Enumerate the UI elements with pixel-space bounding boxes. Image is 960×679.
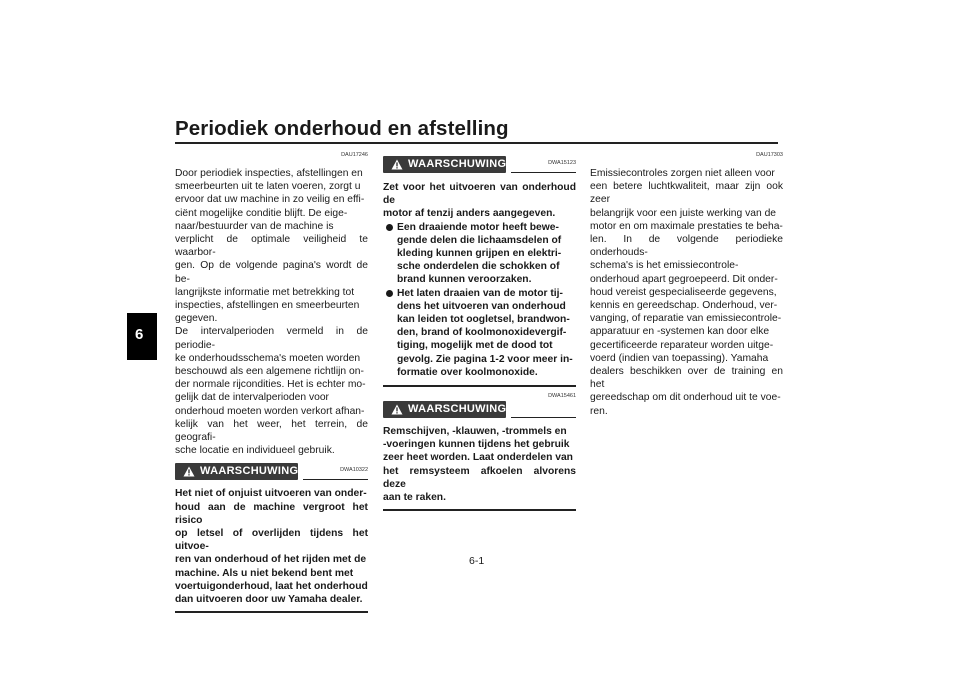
- warning-code: DWA15123: [548, 160, 576, 166]
- bullet-icon: [386, 290, 393, 297]
- warning-header: [383, 156, 576, 174]
- text-line: gelijk dat de intervalperioden voor: [175, 392, 329, 404]
- text-line: verplicht de optimale veiligheid te waarbor-: [175, 234, 368, 259]
- text-line: dens het uitvoeren van onderhoud: [397, 300, 566, 312]
- text-line: dealers beschikken over de training en het: [590, 366, 783, 391]
- text-line: gereedschap om dit onderhoud uit te voe-: [590, 392, 781, 404]
- page-title: Periodiek onderhoud en afstelling: [175, 117, 509, 140]
- text-line: zeer heet worden. Laat onderdelen van: [383, 452, 573, 464]
- text-line: Het laten draaien van de motor tij-: [397, 287, 563, 299]
- warning-rule: [511, 172, 576, 173]
- list-item: [383, 221, 576, 287]
- text-line: aan te raken.: [383, 492, 446, 504]
- warning-end-rule: [383, 385, 576, 387]
- text-line: gecertificeerde reparateur worden uitge-: [590, 339, 774, 351]
- text-line: gegeven.: [175, 313, 218, 325]
- text-line: der normale rijcondities. Het is echter mo-: [175, 379, 366, 391]
- text-line: vanging, of reparatie van emissiecontrole-: [590, 313, 782, 325]
- text-line: ren van onderhoud of het rijden met de: [175, 554, 367, 566]
- text-line: onderhoud moeten worden verkort afhan-: [175, 405, 365, 417]
- list-item: [383, 287, 576, 379]
- warning-label: WAARSCHUWING: [200, 465, 299, 478]
- text-line: belangrijk voor een juiste werking van de: [590, 207, 777, 219]
- emission-paragraph: [590, 167, 783, 418]
- text-line: een betere luchtkwaliteit, maar zijn ook zeer: [590, 181, 783, 206]
- text-line: len. In de volgende periodieke onderhouds-: [590, 234, 783, 259]
- bullet-icon: [386, 224, 393, 231]
- text-line: gevolg. Zie pagina 1-2 voor meer in-: [397, 353, 573, 365]
- text-line: op letsel of overlijden tijdens het uitvoe-: [175, 528, 368, 553]
- section-code: DAU17303: [756, 152, 783, 158]
- text-line: ke onderhoudsschema's moeten worden: [175, 352, 361, 364]
- text-line: het remsysteem afkoelen alvorens deze: [383, 465, 576, 490]
- title-divider: [175, 142, 778, 144]
- page-number: 6-1: [469, 555, 485, 567]
- warning-label: WAARSCHUWING: [408, 403, 507, 416]
- text-line: formatie over koolmonoxide.: [397, 366, 538, 378]
- warning-end-rule: [175, 611, 368, 613]
- text-line: tiging, mogelijk met de dood tot: [397, 340, 553, 352]
- column-3: [590, 152, 783, 418]
- text-line: Remschijven, -klauwen, -trommels en: [383, 426, 567, 438]
- text-line: onderhoud apart gegroepeerd. Dit onder-: [590, 273, 778, 285]
- text-line: voertuigonderhoud, laat het onderhoud: [175, 580, 368, 592]
- text-line: ren.: [590, 405, 608, 417]
- warning-label: WAARSCHUWING: [408, 158, 507, 170]
- text-line: motor af tenzij anders aangegeven.: [383, 208, 556, 220]
- text-line: machine. Als u niet bekend bent met: [175, 567, 354, 579]
- text-line: dan uitvoeren door uw Yamaha dealer.: [175, 594, 363, 606]
- warning-badge: [383, 401, 506, 418]
- text-line: beschouwd als een algemene richtlijn on-: [175, 366, 364, 378]
- text-line: den, brand of koolmonoxidevergif-: [397, 327, 567, 339]
- warning-triangle-icon: [391, 404, 403, 415]
- text-line: Zet voor het uitvoeren van onderhoud de: [383, 182, 576, 207]
- warning-code: DWA15461: [548, 393, 576, 400]
- text-line: De intervalperioden vermeld in de periodie-: [175, 326, 368, 351]
- text-line: inspecties, afstellingen en smeerbeurten: [175, 300, 360, 312]
- text-line: Een draaiende motor heeft bewe-: [397, 221, 559, 233]
- text-line: ervoor dat uw machine in zo veilig en effi-: [175, 194, 365, 206]
- text-line: Emissiecontroles zorgen niet alleen voor: [590, 168, 775, 179]
- text-line: kelijk van het weer, het terrein, de geografi-: [175, 418, 368, 444]
- text-line: kleding kunnen grijpen en elektri-: [397, 248, 562, 260]
- column-2: [383, 152, 576, 511]
- text-line: kan leiden tot oogletsel, brandwon-: [397, 314, 570, 326]
- warning-text: [175, 487, 368, 606]
- warning-badge: [175, 463, 298, 480]
- text-line: schema's is het emissiecontrole-: [590, 260, 739, 272]
- text-line: sche locatie en individueel gebruik.: [175, 445, 335, 457]
- text-line: motor en om maximale prestaties te beha-: [590, 220, 783, 232]
- text-line: apparatuur en -systemen kan door elke: [590, 326, 770, 338]
- text-line: naar/bestuurder van de machine is: [175, 220, 334, 232]
- chapter-tab-number: 6: [135, 326, 144, 343]
- chapter-tab: [127, 313, 157, 360]
- warning-text: [383, 181, 576, 379]
- section-code: DAU17246: [341, 152, 368, 158]
- text-line: gende delen die lichaamsdelen of: [397, 234, 562, 246]
- text-line: Het niet of onjuist uitvoeren van onder-: [175, 488, 367, 500]
- text-line: sche onderdelen die schokken of: [397, 261, 560, 273]
- warning-header: [383, 393, 576, 419]
- warning-header: [175, 463, 368, 481]
- text-line: brand kunnen veroorzaken.: [397, 274, 532, 286]
- text-line: langrijkste informatie met betrekking tot: [175, 286, 355, 298]
- warning-end-rule: [383, 509, 576, 511]
- text-line: houd aan de machine vergroot het risico: [175, 501, 368, 526]
- warning-code: DWA10322: [340, 467, 368, 474]
- text-line: smeerbeurten uit te laten voeren, zorgt u: [175, 181, 361, 193]
- text-line: -voeringen kunnen tijdens het gebruik: [383, 439, 570, 451]
- text-line: kennis en gereedschap. Onderhoud, ver-: [590, 300, 778, 312]
- text-line: Door periodiek inspecties, afstellingen en: [175, 168, 363, 179]
- intro-paragraph: [175, 167, 368, 457]
- text-line: gen. Op de volgende pagina's wordt de be-: [175, 260, 368, 285]
- warning-text: [383, 425, 576, 504]
- text-line: houd vereist gespecialiseerde gegevens,: [590, 286, 777, 298]
- column-1: [175, 152, 368, 613]
- warning-rule: [511, 417, 576, 418]
- text-line: voerd (indien van toepassing). Yamaha: [590, 352, 769, 364]
- text-line: ciënt mogelijke conditie blijft. De eige-: [175, 207, 348, 219]
- warning-badge: [383, 156, 506, 173]
- warning-rule: [303, 479, 368, 480]
- warning-triangle-icon: [391, 159, 403, 170]
- warning-triangle-icon: [183, 466, 195, 477]
